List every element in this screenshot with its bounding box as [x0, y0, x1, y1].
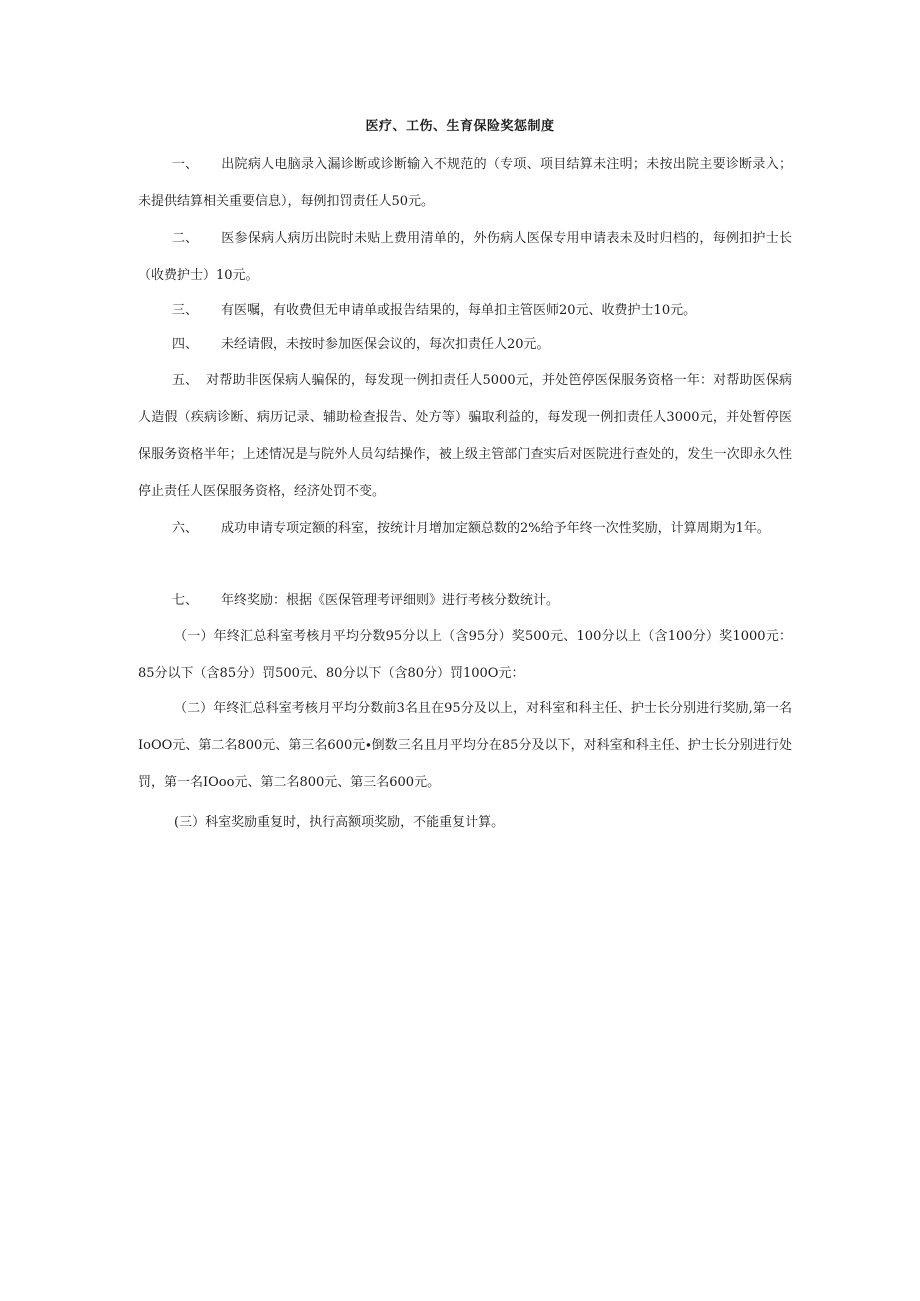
- item-6: [138, 510, 792, 547]
- item-4-text: 未经请假，未按时参加医保会议的，每次扣责任人20元。: [221, 337, 550, 352]
- item-3: [138, 292, 792, 329]
- item-7: [138, 582, 792, 619]
- item-5-number: 五、: [172, 373, 199, 388]
- item-5: [138, 362, 792, 510]
- item-6-text: 成功申请专项定额的科室，按统计月增加定额总数的2%给予年终一次性奖励，计算周期为1年。: [221, 521, 770, 536]
- subitem-2: （二）年终汇总科室考核月平均分数前3名且在95分及以上，对科室和科主任、护士长分别进行奖励,第一名IoOO元、第二名800元、第三名600元∙倒数三名且月平均分在85分及以下，对科室和科主任、护士长分别进行处罚，第一名IOoo元、第二名800元、第三名600元。: [138, 701, 792, 790]
- item-6-number: 六、: [172, 521, 199, 536]
- item-5-text: 对帮助非医保病人骗保的，每发现一例扣责任人5000元，并处笆停医保服务资格一年：对帮助医保病人造假（疾病诊断、病历记录、辅助检查报告、处方等）骗取利益的，每发现一例扣责任人3000元，并处暂停医保服务资格半年；上述情况是与院外人员勾结操作，被上级主管部门查实后对医院进行查处的，发生一次即永久性停止责任人医保服务资格，经济处罚不变。: [138, 373, 792, 499]
- item-4: [138, 326, 792, 363]
- item-4-number: 四、: [172, 337, 199, 352]
- subitem-3: (三）科室奖励重复时，执行高额项奖励，不能重复计算。: [174, 815, 505, 830]
- subitem-1: （一）年终汇总科室考核月平均分数95分以上（含95分）奖500元、100分以上（含100分）奖1000元：85分以下（含85分）罚500元、80分以下（含80分）罚100O元：: [138, 629, 792, 681]
- item-1-text: 出院病人电脑录入漏诊断或诊断输入不规范的（专项、项目结算未注明；未按出院主要诊断录入；未提供结算相关重要信息），每例扣罚责任人50元。: [138, 157, 792, 209]
- item-1-number: 一、: [172, 157, 199, 172]
- item-1: [138, 146, 792, 220]
- item-3-number: 三、: [172, 303, 199, 318]
- item-7-number: 七、: [172, 593, 199, 608]
- item-2: [138, 220, 792, 294]
- item-2-number: 二、: [172, 231, 199, 246]
- item-3-text: 有医嘱，有收费但无申请单或报告结果的，每单扣主管医师20元、收费护士10元。: [221, 303, 697, 318]
- document-title: 医疗、工伤、生育保险奖惩制度: [365, 119, 555, 134]
- item-7-text: 年终奖励：根据《医保管理考评细则》进行考核分数统计。: [221, 593, 560, 608]
- item-2-text: 医参保病人病历出院时未贴上费用清单的，外伤病人医保专用申请表未及时归档的，每例扣护士长（收费护士）10元。: [138, 231, 792, 283]
